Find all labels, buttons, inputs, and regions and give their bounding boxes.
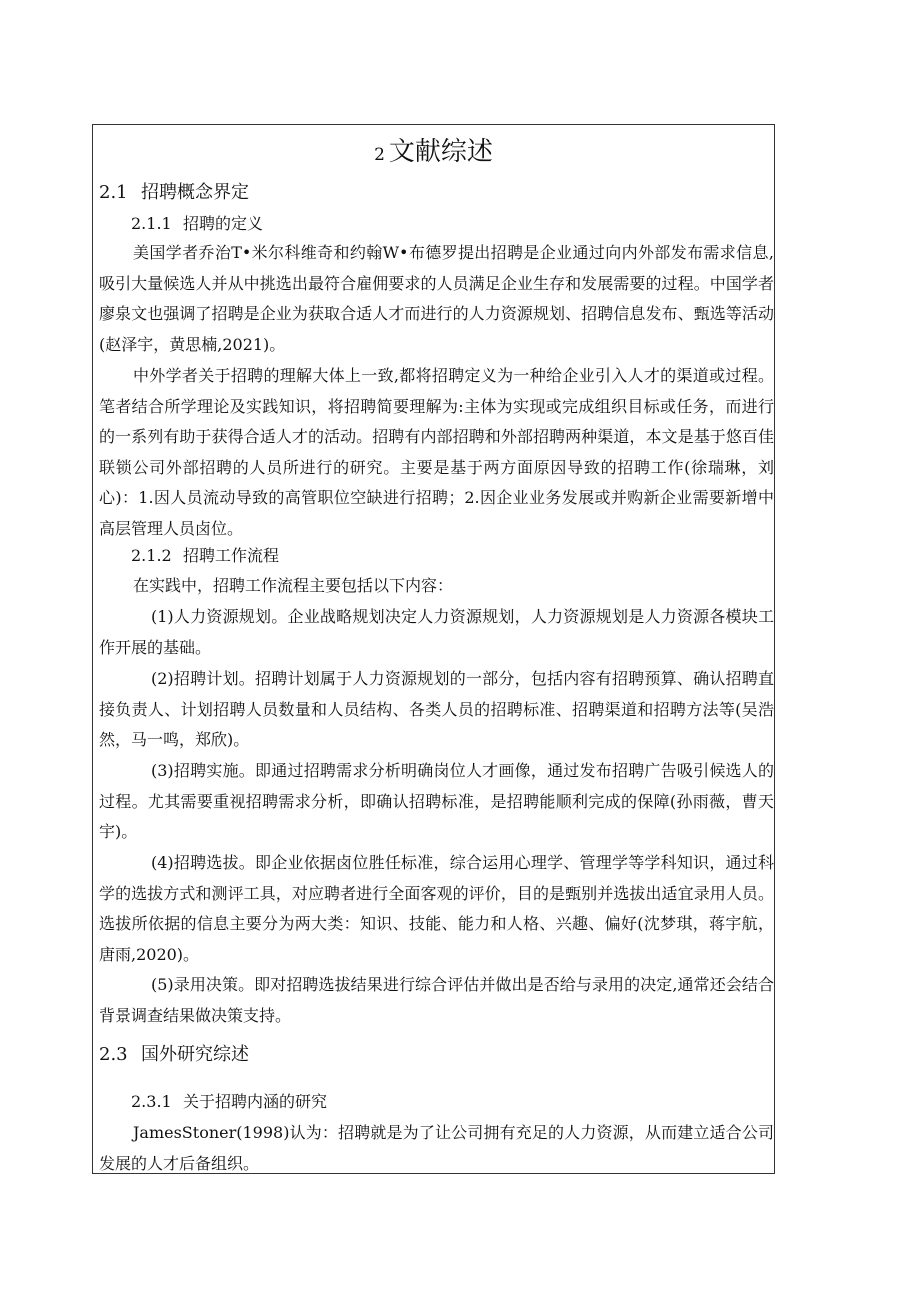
paragraph-process-4: (4)招聘选拔。即企业依据卤位胜任标准，综合运用心理学、管理学等学科知识，通过科学的选拔方式和测评工具，对应聘者进行全面客观的评价，目的是甄别并选拔出适宜录用人员。选拔所依据的信息主要分为两大类：知识、技能、能力和人格、兴趣、偏好(沈梦琪，蒋宇航，唐雨,2020)。 [99, 853, 774, 964]
section-number: 2 [374, 145, 385, 165]
paragraph-process-intro: 在实践中，招聘工作流程主要包括以下内容： [133, 576, 454, 595]
heading-2-1-1-title: 招聘的定义 [183, 214, 264, 233]
heading-2-1-2-number: 2.1.2 [131, 546, 172, 565]
paragraph-process-5: (5)录用决策。即对招聘选拔结果进行综合评估并做出是否给与录用的决定,通常还会结合背景调查结果做决策支持。 [99, 975, 774, 1025]
paragraph-process-1: (1)人力资源规划。企业战略规划决定人力资源规划，人力资源规划是人力资源各模块工作开展的基础。 [99, 607, 774, 657]
heading-2-1-number: 2.1 [99, 182, 128, 203]
heading-2-1-title: 招聘概念界定 [141, 182, 249, 203]
paragraph-process-2: (2)招聘计划。招聘计划属于人力资源规划的一部分，包括内容有招聘预算、确认招聘直接负责人、计划招聘人员数量和人员结构、各类人员的招聘标准、招聘渠道和招聘方法等(吴浩然，马一鸣，郑欣)。 [99, 669, 774, 749]
heading-2-3-number: 2.3 [99, 1044, 128, 1065]
heading-2-1-2 [131, 543, 279, 569]
heading-2-1-1 [131, 211, 263, 237]
paragraph-definition-2: 中外学者关于招聘的理解大体上一致,都将招聘定义为一种给企业引入人才的渠道或过程。笔者结合所学理论及实践知识，将招聘简要理解为:主体为实现或完成组织目标或任务，而进行的一系列有助于获得合适人才的活动。招聘有内部招聘和外部招聘两种渠道，本文是基于悠百佳联锁公司外部招聘的人员所进行的研究。主要是基于两方面原因导致的招聘工作(徐瑞琳，刘心)：1.因人员流动导致的高管职位空缺进行招聘；2.因企业业务发展或并购新企业需要新增中高层管理人员卤位。 [99, 366, 774, 538]
heading-2-3-1-title: 关于招聘内涵的研究 [183, 1092, 328, 1111]
heading-2-1-2-title: 招聘工作流程 [183, 546, 280, 565]
section-title [93, 133, 774, 174]
document-frame [92, 124, 775, 1174]
heading-2-3-1 [131, 1089, 327, 1115]
heading-2-3 [99, 1042, 249, 1068]
heading-2-3-1-number: 2.3.1 [131, 1092, 172, 1111]
heading-2-3-title: 国外研究综述 [141, 1044, 249, 1065]
heading-2-1 [99, 180, 249, 206]
section-title-text: 文献综述 [388, 137, 493, 167]
paragraph-foreign-research: JamesStoner(1998)认为：招聘就是为了让公司拥有充足的人力资源，从而建立适合公司发展的人才后备组织。 [99, 1123, 774, 1173]
paragraph-definition-1: 美国学者乔治T•米尔科维奇和约翰W•布德罗提出招聘是企业通过向内外部发布需求信息,吸引大量候选人并从中挑选出最符合雇佣要求的人员满足企业生存和发展需要的过程。中国学者廖泉文也强调了招聘是企业为获取合适人才而进行的人力资源规划、招聘信息发布、甄选等活动(赵泽宇，黄思楠,2021)。 [99, 243, 774, 354]
paragraph-process-3: (3)招聘实施。即通过招聘需求分析明确岗位人才画像，通过发布招聘广告吸引候选人的过程。尤其需要重视招聘需求分析，即确认招聘标准，是招聘能顺利完成的保障(孙雨薇，曹天宇)。 [99, 761, 774, 841]
heading-2-1-1-number: 2.1.1 [131, 214, 172, 233]
